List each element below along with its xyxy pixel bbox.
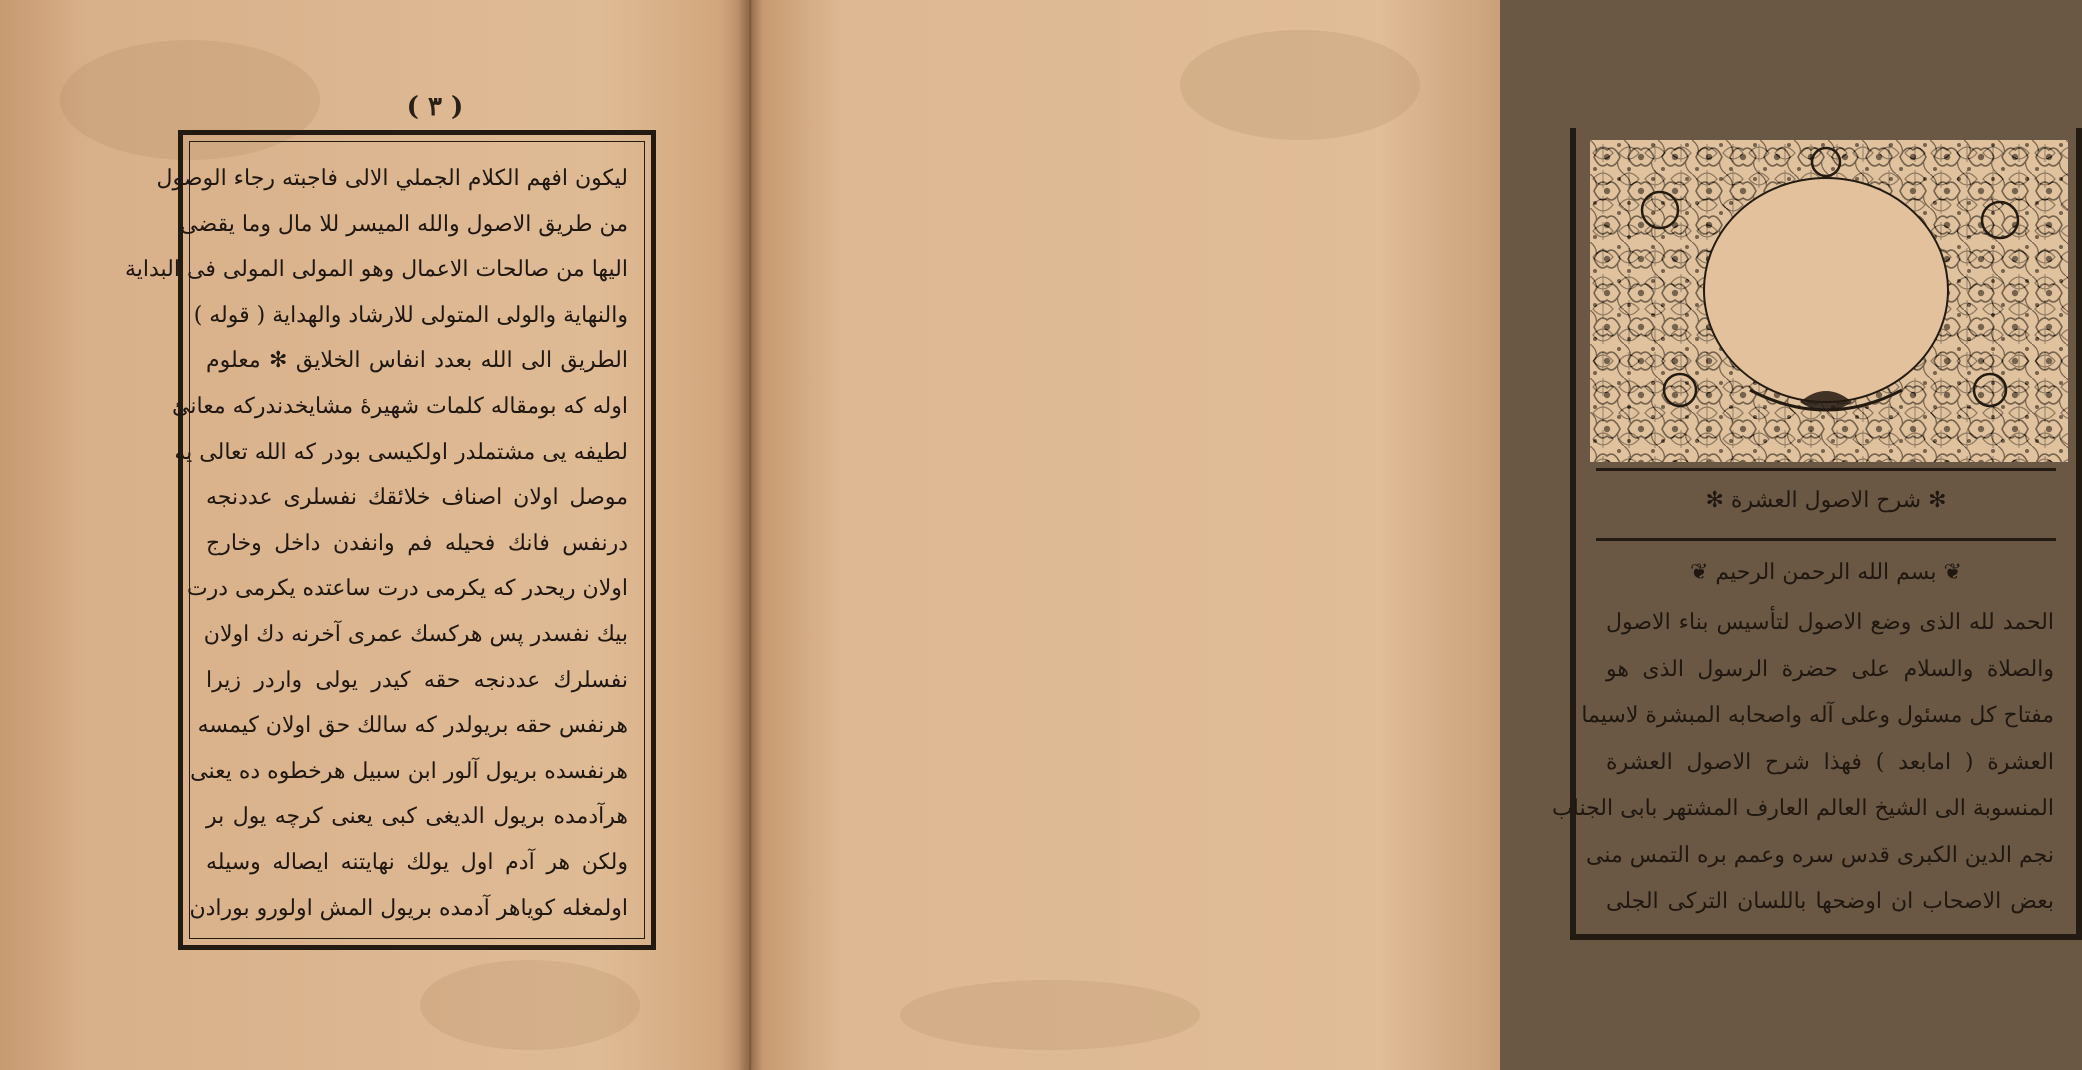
floral-headpiece-ornament (1590, 140, 2068, 462)
text-line: هرآدمده بريول الديغى كبى يعنى كرچه يول بر (206, 804, 628, 830)
text-line: هرنفسده بريول آلور ابن سبيل هرخطوه ده يعنى (190, 758, 628, 784)
text-line: المنسوبة الى الشيخ العالم العارف المشتهر بابى الجناب (1552, 796, 2054, 821)
text-line: اولان ريحدر كه يكرمى درت ساعتده يكرمى درت (186, 576, 628, 602)
text-line: نجم الدين الكبرى قدس سره وعمم بره التمس منى (1585, 842, 2054, 868)
book-title: ✻ شرح الاصول العشرة ✻ (1705, 488, 1947, 513)
text-line: موصل اولان اصناف خلائقك نفسلرى عددنجه (206, 485, 628, 511)
text-line: والنهاية والولى المتولى للارشاد والهداية ( قوله ) (193, 302, 628, 328)
text-line: اليها من صالحات الاعمال وهو المولى المولى فى البداية (124, 257, 628, 283)
left-body-text (124, 156, 628, 931)
text-line: هرنفس حقه بريولدر كه سالك حق اولان كيمسه (197, 713, 628, 739)
text-line: ولكن هر آدم اول يولك نهايتنه ايصاله وسيله (206, 849, 628, 875)
text-line: نفسلرك عددنجه حقه كيدر يولى واردر زيرا (206, 667, 628, 693)
text-line: لطيفه يى مشتملدر اولكيسى بودر كه الله تعالى يه (174, 439, 628, 465)
text-line: الطريق الى الله بعدد انفاس الخلايق ✻ معلوم (206, 348, 628, 374)
right-page (752, 0, 2054, 1070)
right-text-frame (1552, 128, 2082, 940)
text-line: ليكون افهم الكلام الجملي الالى فاجبته رجاء الوصول (156, 166, 628, 191)
basmala-heading: ❦ بسم الله الرحمن الرحيم ❦ (1690, 560, 1962, 585)
left-text-frame (124, 130, 656, 950)
text-line: بيك نفسدر پس هركسك عمرى آخرنه دك اولان (203, 621, 628, 647)
text-line: اوله كه بومقاله كلمات شهيرهٔ مشايخدندركه معانئ (172, 393, 628, 419)
text-line: العشرة ( امابعد ) فهذا شرح الاصول العشرة (1606, 749, 2054, 775)
text-line: من طريق الاصول والله الميسر للا مال وما يقضى (180, 211, 628, 237)
right-body-text (1552, 600, 2054, 926)
horizontal-rule (1596, 538, 2056, 541)
left-page (0, 0, 748, 1070)
horizontal-rule (1596, 468, 2056, 471)
text-line: بعض الاصحاب ان اوضحها باللسان التركى الجلى (1606, 889, 2054, 914)
text-line: اولمغله كوياهر آدمده بريول المش اولورو بورادن (189, 895, 628, 921)
text-line: والصلاة والسلام على حضرة الرسول الذى هو (1606, 656, 2054, 682)
text-line: الحمد لله الذى وضع الاصول لتأسيس بناء الاصول (1606, 610, 2054, 635)
page-number: ( ٣ ) (406, 92, 464, 122)
text-line: مفتاح كل مسئول وعلى آله واصحابه المبشرة لاسيما (1581, 703, 2054, 728)
left-text-frame-inner (124, 141, 645, 939)
text-line: درنفس فانك فحيله فم وانفدن داخل وخارج (206, 530, 628, 556)
